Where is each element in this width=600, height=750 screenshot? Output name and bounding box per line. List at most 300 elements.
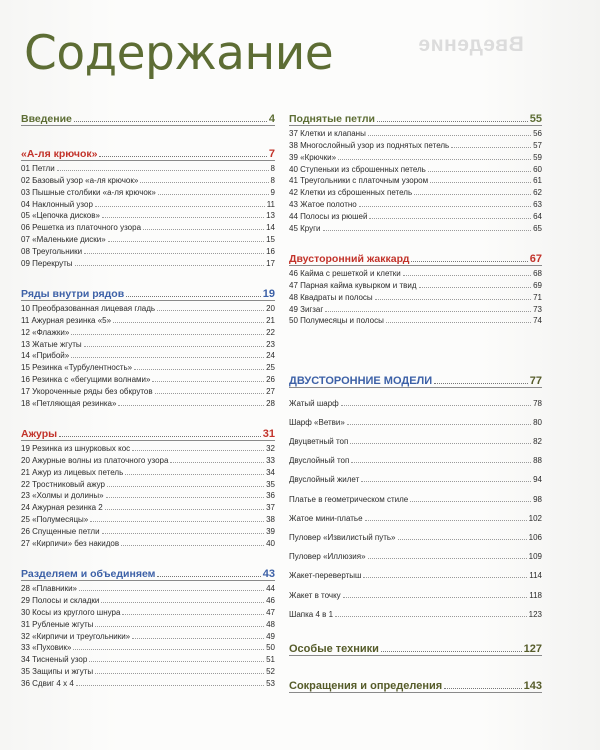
entry-page-number: 34: [266, 467, 275, 477]
section-page-number: 127: [523, 642, 542, 655]
dot-leader: [59, 436, 261, 437]
entry-label: Жакет в точку: [289, 590, 341, 600]
entry-label: 32 «Кирпичи и треугольники»: [21, 631, 131, 641]
entry-label: Жакет-перевертыш: [289, 571, 362, 581]
dot-leader: [361, 481, 531, 482]
entry-page-number: 47: [266, 607, 275, 617]
entry-label: 49 Зигзаг: [289, 304, 324, 314]
entry-label: 01 Петли: [21, 163, 55, 173]
toc-entry[interactable]: [21, 209, 275, 221]
entry-page-number: 51: [266, 655, 275, 665]
section-page-number: 31: [262, 428, 275, 441]
toc-entry[interactable]: [21, 676, 275, 688]
dot-leader: [106, 497, 264, 498]
dot-leader: [444, 688, 521, 689]
entry-page-number: 8: [270, 163, 275, 173]
entry-page-number: 38: [266, 515, 275, 525]
section-title: «А-ля крючок»: [21, 148, 98, 160]
dot-leader: [430, 182, 531, 183]
entry-page-number: 39: [266, 527, 275, 537]
toc-entry[interactable]: [21, 641, 275, 653]
entry-label: 04 Наклонный узор: [21, 199, 93, 209]
toc-entry[interactable]: [289, 302, 542, 314]
entry-page-number: 123: [528, 609, 542, 619]
toc-entry[interactable]: [21, 349, 275, 361]
dot-leader: [158, 194, 269, 195]
dot-leader: [102, 217, 264, 218]
entry-page-number: 28: [266, 399, 275, 409]
entry-page-number: 109: [528, 552, 542, 562]
toc-entry[interactable]: [21, 453, 275, 465]
entry-page-number: 22: [266, 327, 275, 337]
section-page-number: 55: [529, 113, 542, 125]
dot-leader: [428, 171, 531, 172]
dot-leader: [134, 369, 264, 370]
section-page-number: 19: [262, 288, 275, 301]
entry-page-number: 114: [529, 571, 542, 581]
dot-leader: [71, 357, 264, 358]
toc-entry[interactable]: [21, 372, 275, 384]
entry-label: 29 Полосы и складки: [21, 595, 100, 605]
dot-leader: [157, 310, 264, 311]
dot-leader: [95, 206, 265, 207]
toc-entry[interactable]: [289, 221, 542, 233]
entry-page-number: 88: [533, 456, 542, 466]
dot-leader: [95, 673, 264, 674]
section-spacer: [289, 325, 542, 365]
dot-leader: [341, 405, 531, 406]
dot-leader: [57, 170, 269, 171]
entry-page-number: 35: [266, 479, 275, 489]
entry-label: Жатое мини-платье: [289, 513, 363, 523]
toc-entry[interactable]: [289, 266, 542, 278]
dot-leader: [152, 381, 264, 382]
toc-entry[interactable]: [21, 664, 275, 676]
entry-page-number: 14: [266, 223, 275, 233]
section-title: Ажуры: [21, 428, 58, 441]
entry-page-number: 44: [266, 583, 275, 593]
entry-page-number: 48: [266, 619, 275, 629]
entry-page-number: 46: [266, 595, 275, 605]
entry-page-number: 71: [533, 292, 542, 302]
toc-entry[interactable]: [21, 232, 275, 244]
toc-entry[interactable]: [21, 244, 275, 256]
dot-leader: [363, 577, 527, 578]
entry-page-number: 8: [270, 175, 275, 185]
dot-leader: [375, 299, 531, 300]
dot-leader: [359, 206, 531, 207]
dot-leader: [122, 614, 264, 615]
section-title: ДВУСТОРОННИЕ МОДЕЛИ: [289, 375, 433, 388]
toc-entry[interactable]: [21, 197, 275, 209]
dot-leader: [369, 218, 531, 219]
entry-label: 26 Спущенные петли: [21, 527, 100, 537]
entry-label: 08 Треугольники: [21, 247, 83, 257]
entry-label: Шапка 4 в 1: [289, 609, 334, 619]
entry-page-number: 56: [533, 128, 542, 138]
entry-label: 13 Жатые жгуты: [21, 339, 82, 349]
entry-page-number: 26: [266, 375, 275, 385]
toc-entry[interactable]: [21, 384, 275, 396]
toc-entry[interactable]: [289, 150, 542, 162]
toc-entry[interactable]: [21, 489, 275, 501]
dot-leader: [414, 194, 531, 195]
dot-leader: [132, 450, 264, 451]
entry-label: 10 Преобразованная лицевая гладь: [21, 303, 156, 313]
dot-leader: [132, 638, 264, 639]
entry-page-number: 49: [266, 631, 275, 641]
dot-leader: [108, 241, 264, 242]
toc-entry[interactable]: [21, 500, 275, 512]
toc-entry[interactable]: [289, 542, 542, 561]
toc-entry[interactable]: [289, 427, 542, 446]
dot-leader: [125, 474, 264, 475]
entry-page-number: 73: [533, 304, 542, 314]
section-spacer: [289, 619, 542, 633]
dot-leader: [79, 590, 264, 591]
dot-leader: [105, 509, 264, 510]
entry-label: 39 «Крючки»: [289, 152, 337, 162]
entry-label: 33 «Пуховик»: [21, 643, 72, 653]
section-page-number: 77: [529, 375, 542, 388]
entry-page-number: 118: [529, 590, 542, 600]
toc-entry[interactable]: [21, 360, 275, 372]
section-spacer: [21, 408, 275, 418]
entry-label: 45 Круги: [289, 224, 321, 234]
toc-entry[interactable]: [21, 173, 275, 185]
section-page-number: 43: [262, 568, 275, 581]
dot-leader: [386, 322, 531, 323]
entry-label: 18 «Петляющая резинка»: [21, 399, 117, 409]
dot-leader: [71, 334, 264, 335]
entry-label: 05 «Цепочка дисков»: [21, 211, 100, 221]
entry-page-number: 106: [528, 532, 542, 542]
page-title: Содержание: [24, 26, 334, 81]
entry-label: 17 Укороченные ряды без обкрутов: [21, 387, 153, 397]
toc-entry[interactable]: [289, 600, 542, 619]
entry-label: 25 «Полумесяцы»: [21, 515, 89, 525]
entry-label: 12 «Флажки»: [21, 327, 70, 337]
section-page-number: 143: [523, 679, 542, 692]
section-heading[interactable]: [289, 365, 542, 388]
dot-leader: [323, 230, 532, 231]
section-spacer: [289, 233, 542, 243]
toc-entry[interactable]: [21, 605, 275, 617]
section-spacer: [289, 656, 542, 670]
entry-page-number: 25: [266, 363, 275, 373]
toc-entry[interactable]: [21, 465, 275, 477]
entry-label: 22 Тростниковый ажур: [21, 479, 105, 489]
dot-leader: [143, 229, 264, 230]
entry-label: 11 Ажурная резинка «5»: [21, 315, 112, 325]
entry-page-number: 80: [533, 417, 542, 427]
section-heading[interactable]: [289, 633, 542, 656]
entry-label: 40 Ступеньки из сброшенных петель: [289, 164, 426, 174]
section-title: Особые техники: [289, 642, 379, 655]
toc-entry[interactable]: [289, 278, 542, 290]
toc-entry[interactable]: [21, 396, 275, 408]
toc-entry[interactable]: [21, 337, 275, 349]
dot-leader: [368, 558, 527, 559]
section-title: Двусторонний жаккард: [289, 253, 410, 266]
entry-page-number: 74: [533, 316, 542, 326]
dot-leader: [410, 501, 531, 502]
toc-entry[interactable]: [289, 504, 542, 523]
entry-page-number: 65: [533, 224, 542, 234]
entry-label: 21 Ажур из лицевых петель: [21, 467, 124, 477]
dot-leader: [113, 322, 264, 323]
dot-leader: [140, 182, 268, 183]
entry-page-number: 69: [533, 280, 542, 290]
toc-entry[interactable]: [289, 523, 542, 542]
toc-entry[interactable]: [21, 325, 275, 337]
toc-entry[interactable]: [21, 256, 275, 268]
entry-page-number: 52: [266, 667, 275, 677]
toc-entry[interactable]: [289, 138, 542, 150]
toc-entry[interactable]: [21, 477, 275, 489]
dot-leader: [90, 521, 264, 522]
entry-page-number: 15: [266, 235, 275, 245]
entry-label: 41 Треугольники с платочным узором: [289, 176, 429, 186]
section-page-number: 7: [268, 148, 275, 160]
entry-page-number: 17: [266, 259, 275, 269]
toc-left-column: [21, 103, 275, 688]
entry-label: 28 «Плавники»: [21, 583, 77, 593]
toc-entry[interactable]: [289, 209, 542, 221]
section-heading[interactable]: [21, 418, 275, 441]
dot-leader: [325, 311, 531, 312]
entry-label: 07 «Маленькие диски»: [21, 235, 106, 245]
entry-label: 35 Защипы и жгуты: [21, 667, 94, 677]
dot-leader: [351, 462, 531, 463]
section-title: Ряды внутри рядов: [21, 288, 125, 301]
ghost-heading: Введение: [418, 33, 524, 56]
dot-leader: [74, 121, 267, 122]
entry-label: 38 Многослойный узор из поднятых петель: [289, 140, 450, 150]
entry-page-number: 57: [533, 140, 542, 150]
entry-label: Платье в геометрическом стиле: [289, 494, 409, 504]
toc-right-column: [289, 103, 542, 693]
dot-leader: [155, 393, 264, 394]
section-title: Сокращения и определения: [289, 679, 443, 692]
entry-page-number: 64: [533, 212, 542, 222]
entry-page-number: 24: [266, 351, 275, 361]
toc-entry[interactable]: [289, 446, 542, 465]
entry-label: 34 Тисненый узор: [21, 655, 88, 665]
entry-label: 50 Полумесяцы и полосы: [289, 316, 384, 326]
section-heading[interactable]: [289, 103, 542, 126]
entry-label: 15 Резинка «Турбулентность»: [21, 363, 133, 373]
toc-entry[interactable]: [289, 174, 542, 186]
entry-label: 09 Перекруты: [21, 259, 73, 269]
dot-leader: [118, 405, 264, 406]
toc-entry[interactable]: [21, 536, 275, 548]
toc-entry[interactable]: [289, 580, 542, 599]
entry-label: 31 Рубленые жгуты: [21, 619, 94, 629]
dot-leader: [121, 545, 264, 546]
entry-page-number: 82: [533, 437, 542, 447]
dot-leader: [73, 649, 264, 650]
entry-page-number: 32: [266, 443, 275, 453]
entry-page-number: 36: [266, 491, 275, 501]
toc-entry[interactable]: [289, 484, 542, 503]
entry-label: 20 Ажурные волны из платочного узора: [21, 455, 169, 465]
dot-leader: [75, 265, 265, 266]
dot-leader: [434, 383, 528, 384]
entry-page-number: 11: [266, 199, 275, 209]
toc-entry[interactable]: [289, 185, 542, 197]
entry-page-number: 62: [533, 188, 542, 198]
toc-entry[interactable]: [289, 314, 542, 326]
entry-page-number: 23: [266, 339, 275, 349]
entry-page-number: 37: [266, 503, 275, 513]
toc-entry[interactable]: [289, 388, 542, 407]
dot-leader: [84, 253, 264, 254]
entry-label: 30 Косы из круглого шнура: [21, 607, 121, 617]
toc-entry[interactable]: [21, 512, 275, 524]
entry-label: 16 Резинка с «бегущими волнами»: [21, 375, 151, 385]
entry-page-number: 33: [266, 455, 275, 465]
dot-leader: [411, 261, 527, 262]
entry-label: Двуслойный топ: [289, 456, 350, 466]
toc-entry[interactable]: [289, 561, 542, 580]
entry-label: 24 Ажурная резинка 2: [21, 503, 103, 513]
dot-leader: [403, 275, 531, 276]
section-page-number: 4: [268, 113, 275, 125]
section-spacer: [21, 268, 275, 278]
section-spacer: [21, 126, 275, 138]
section-title: Введение: [21, 113, 72, 125]
entry-page-number: 68: [533, 268, 542, 278]
entry-label: Пуловер «Иллюзия»: [289, 552, 366, 562]
toc-entry[interactable]: [21, 441, 275, 453]
section-title: Разделяем и объединяем: [21, 568, 156, 581]
entry-page-number: 94: [533, 475, 542, 485]
entry-label: 43 Жатое полотно: [289, 200, 357, 210]
entry-page-number: 53: [266, 679, 275, 689]
entry-page-number: 78: [533, 398, 542, 408]
dot-leader: [451, 147, 531, 148]
toc-entry[interactable]: [289, 197, 542, 209]
toc-entry[interactable]: [289, 465, 542, 484]
section-spacer: [21, 548, 275, 558]
toc-entry[interactable]: [21, 581, 275, 593]
toc-entry[interactable]: [289, 408, 542, 427]
dot-leader: [398, 539, 527, 540]
section-title: Поднятые петли: [289, 113, 375, 125]
dot-leader: [84, 346, 264, 347]
toc-entry[interactable]: [21, 629, 275, 641]
section-heading[interactable]: [21, 558, 275, 581]
entry-page-number: 40: [266, 539, 275, 549]
entry-label: 47 Парная кайма кувырком и твид: [289, 280, 417, 290]
entry-label: Жатый шарф: [289, 398, 339, 408]
toc-entry[interactable]: [21, 617, 275, 629]
entry-label: 06 Решетка из платочного узора: [21, 223, 142, 233]
dot-leader: [381, 651, 522, 652]
entry-label: 44 Полосы из рюшей: [289, 212, 368, 222]
entry-page-number: 20: [266, 303, 275, 313]
toc-entry[interactable]: [21, 161, 275, 173]
toc-entry[interactable]: [289, 126, 542, 138]
toc-entry[interactable]: [21, 593, 275, 605]
section-page-number: 67: [529, 253, 542, 266]
entry-label: Шарф «Ветви»: [289, 417, 345, 427]
dot-leader: [76, 685, 264, 686]
section-heading[interactable]: [289, 243, 542, 266]
entry-page-number: 63: [533, 200, 542, 210]
dot-leader: [102, 533, 265, 534]
toc-entry[interactable]: [21, 524, 275, 536]
entry-label: 37 Клетки и клапаны: [289, 128, 366, 138]
section-heading[interactable]: [289, 670, 542, 693]
entry-page-number: 27: [266, 387, 275, 397]
entry-label: 48 Квадраты и полосы: [289, 292, 373, 302]
entry-label: 42 Клетки из сброшенных петель: [289, 188, 413, 198]
entry-label: 27 «Кирпичи» без накидов: [21, 539, 120, 549]
toc-entry[interactable]: [21, 301, 275, 313]
dot-leader: [126, 296, 261, 297]
section-heading[interactable]: [21, 103, 275, 126]
dot-leader: [95, 626, 264, 627]
toc-entry[interactable]: [289, 162, 542, 174]
dot-leader: [89, 661, 264, 662]
entry-label: 14 «Прибой»: [21, 351, 70, 361]
section-heading[interactable]: [21, 138, 275, 161]
entry-label: Двуцветный топ: [289, 437, 349, 447]
dot-leader: [365, 520, 527, 521]
dot-leader: [338, 159, 531, 160]
entry-page-number: 59: [533, 152, 542, 162]
entry-page-number: 102: [528, 513, 542, 523]
entry-label: 46 Кайма с решеткой и клетки: [289, 268, 401, 278]
entry-page-number: 61: [533, 176, 542, 186]
entry-page-number: 13: [266, 211, 275, 221]
dot-leader: [157, 576, 260, 577]
dot-leader: [350, 443, 531, 444]
section-heading[interactable]: [21, 278, 275, 301]
entry-page-number: 9: [270, 187, 275, 197]
entry-page-number: 21: [266, 315, 275, 325]
entry-label: 23 «Холмы и долины»: [21, 491, 104, 501]
dot-leader: [335, 616, 527, 617]
dot-leader: [99, 156, 266, 157]
dot-leader: [101, 602, 264, 603]
entry-page-number: 50: [266, 643, 275, 653]
entry-label: 03 Пышные столбики «а-ля крючок»: [21, 187, 156, 197]
dot-leader: [170, 462, 264, 463]
entry-page-number: 60: [533, 164, 542, 174]
entry-label: Двуслойный жилет: [289, 475, 360, 485]
toc-entry[interactable]: [21, 652, 275, 664]
toc-entry[interactable]: [21, 185, 275, 197]
toc-entry[interactable]: [21, 220, 275, 232]
dot-leader: [377, 121, 528, 122]
entry-label: 02 Базовый узор «а-ля крючок»: [21, 175, 139, 185]
dot-leader: [419, 287, 532, 288]
entry-label: 36 Сдвиг 4 х 4: [21, 679, 74, 689]
entry-label: Пуловер «Извилистый путь»: [289, 532, 396, 542]
toc-entry[interactable]: [289, 290, 542, 302]
dot-leader: [368, 135, 531, 136]
entry-page-number: 98: [533, 494, 542, 504]
toc-entry[interactable]: [21, 313, 275, 325]
dot-leader: [347, 424, 531, 425]
dot-leader: [343, 597, 528, 598]
entry-label: 19 Резинка из шнурковых кос: [21, 443, 131, 453]
dot-leader: [107, 486, 264, 487]
entry-page-number: 16: [266, 247, 275, 257]
